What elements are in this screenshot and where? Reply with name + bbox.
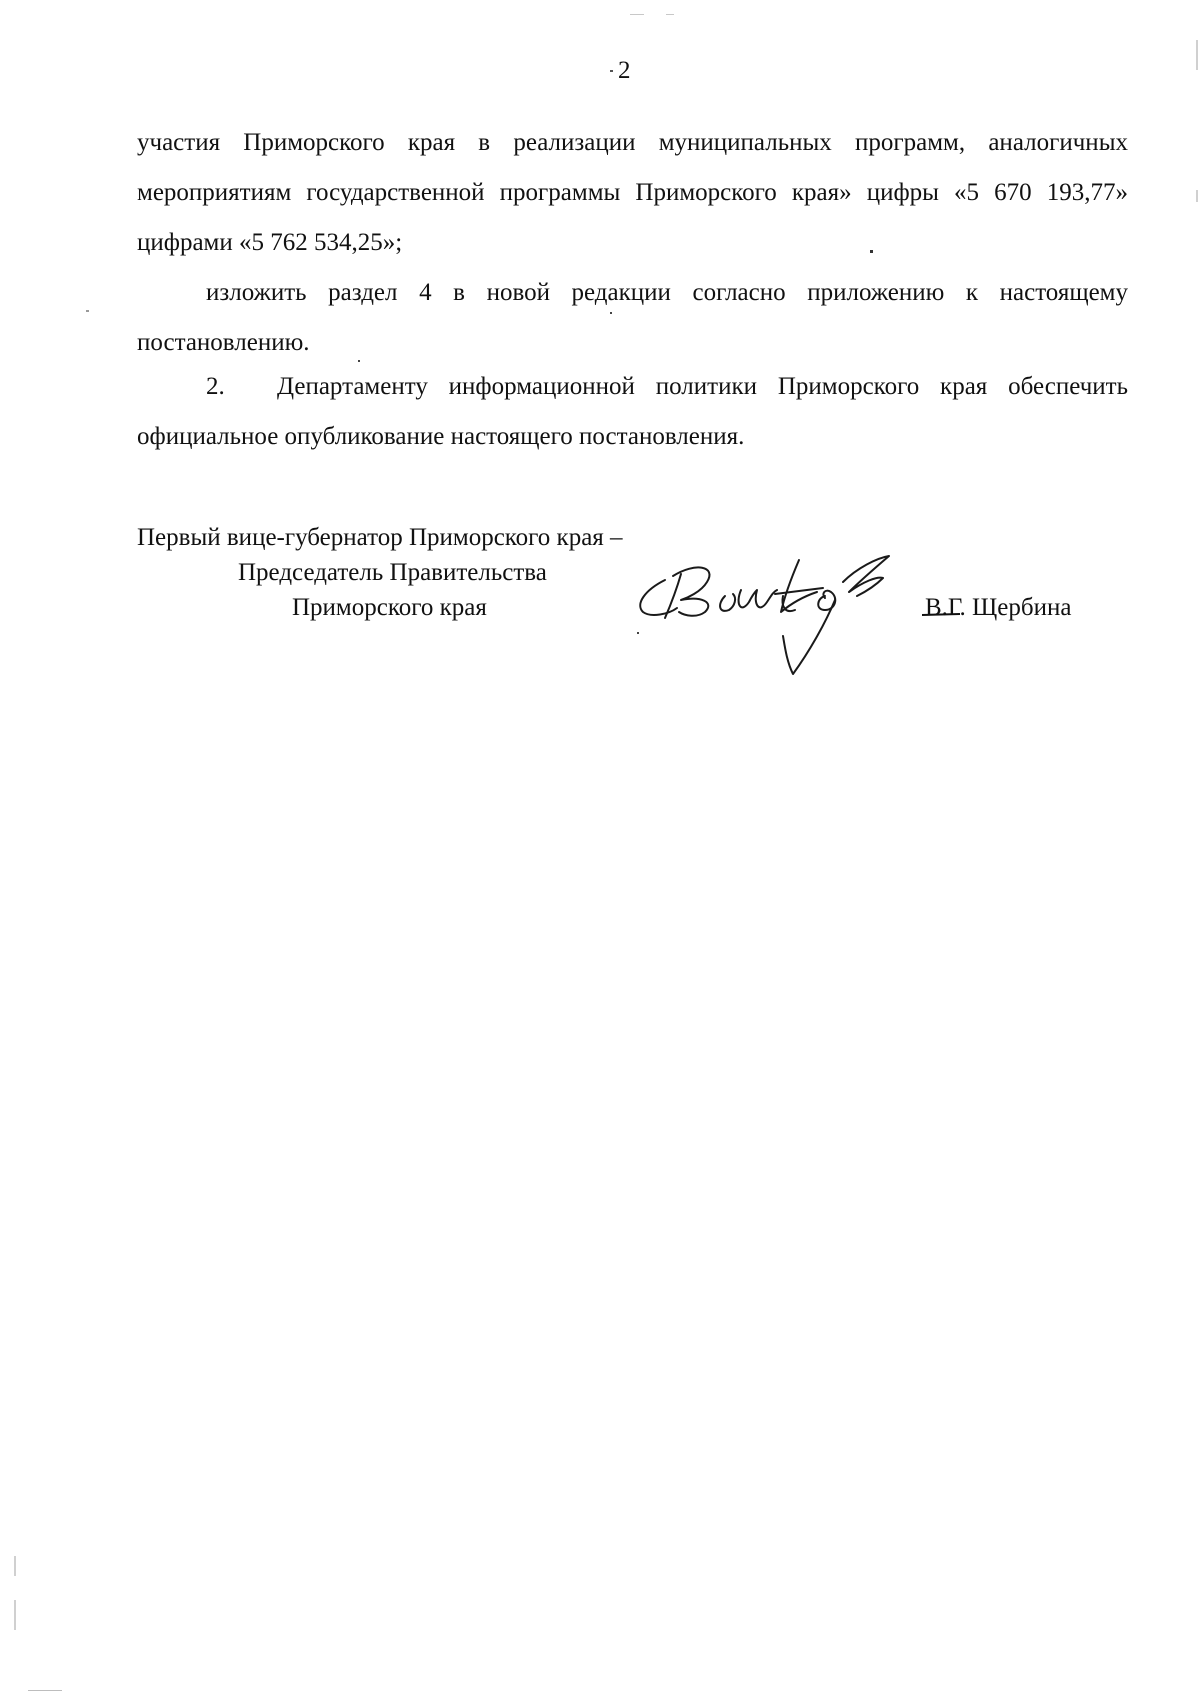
scan-edge-mark bbox=[28, 1690, 62, 1691]
document-body bbox=[137, 118, 1128, 268]
scan-speck bbox=[610, 70, 613, 72]
scan-edge-mark bbox=[14, 1600, 16, 1630]
scan-speck bbox=[637, 632, 639, 634]
signatory-position-line-3: Приморского края bbox=[292, 594, 487, 621]
item-2-text: Департаменту информационной политики Приморского края обеспечить официальное опубликование настоящего постановления. bbox=[137, 373, 1128, 450]
paragraph-continuation: участия Приморского края в реализации муниципальных программ, аналогичных мероприятиям государственной программы Приморского края» цифры «5 670 193,77» цифрами «5 762 534,25»; bbox=[137, 129, 1128, 256]
scan-speck bbox=[666, 14, 674, 15]
document-body-part2 bbox=[137, 268, 1128, 368]
paragraph-item-2 bbox=[137, 362, 1128, 462]
scan-edge-mark bbox=[1196, 40, 1198, 70]
scan-speck bbox=[630, 14, 644, 15]
scan-speck bbox=[610, 312, 612, 314]
scan-speck bbox=[86, 310, 89, 312]
scan-speck bbox=[870, 250, 873, 253]
signatory-position-line-2: Председатель Правительства bbox=[238, 559, 547, 586]
item-number: 2. bbox=[206, 373, 225, 400]
handwritten-signature bbox=[625, 552, 915, 682]
signatory-name: В.Г. Щербина bbox=[925, 594, 1072, 621]
paragraph-section-4-instruction: изложить раздел 4 в новой редакции согласно приложению к настоящему постановлению. bbox=[137, 279, 1128, 356]
scan-edge-mark bbox=[1196, 190, 1198, 202]
scan-speck bbox=[358, 360, 360, 362]
page-number: 2 bbox=[618, 57, 631, 84]
document-body-part3 bbox=[137, 362, 1128, 462]
signature-underline bbox=[922, 610, 962, 618]
scan-edge-mark bbox=[14, 1556, 16, 1576]
signatory-position-line-1: Первый вице-губернатор Приморского края – bbox=[137, 524, 623, 551]
